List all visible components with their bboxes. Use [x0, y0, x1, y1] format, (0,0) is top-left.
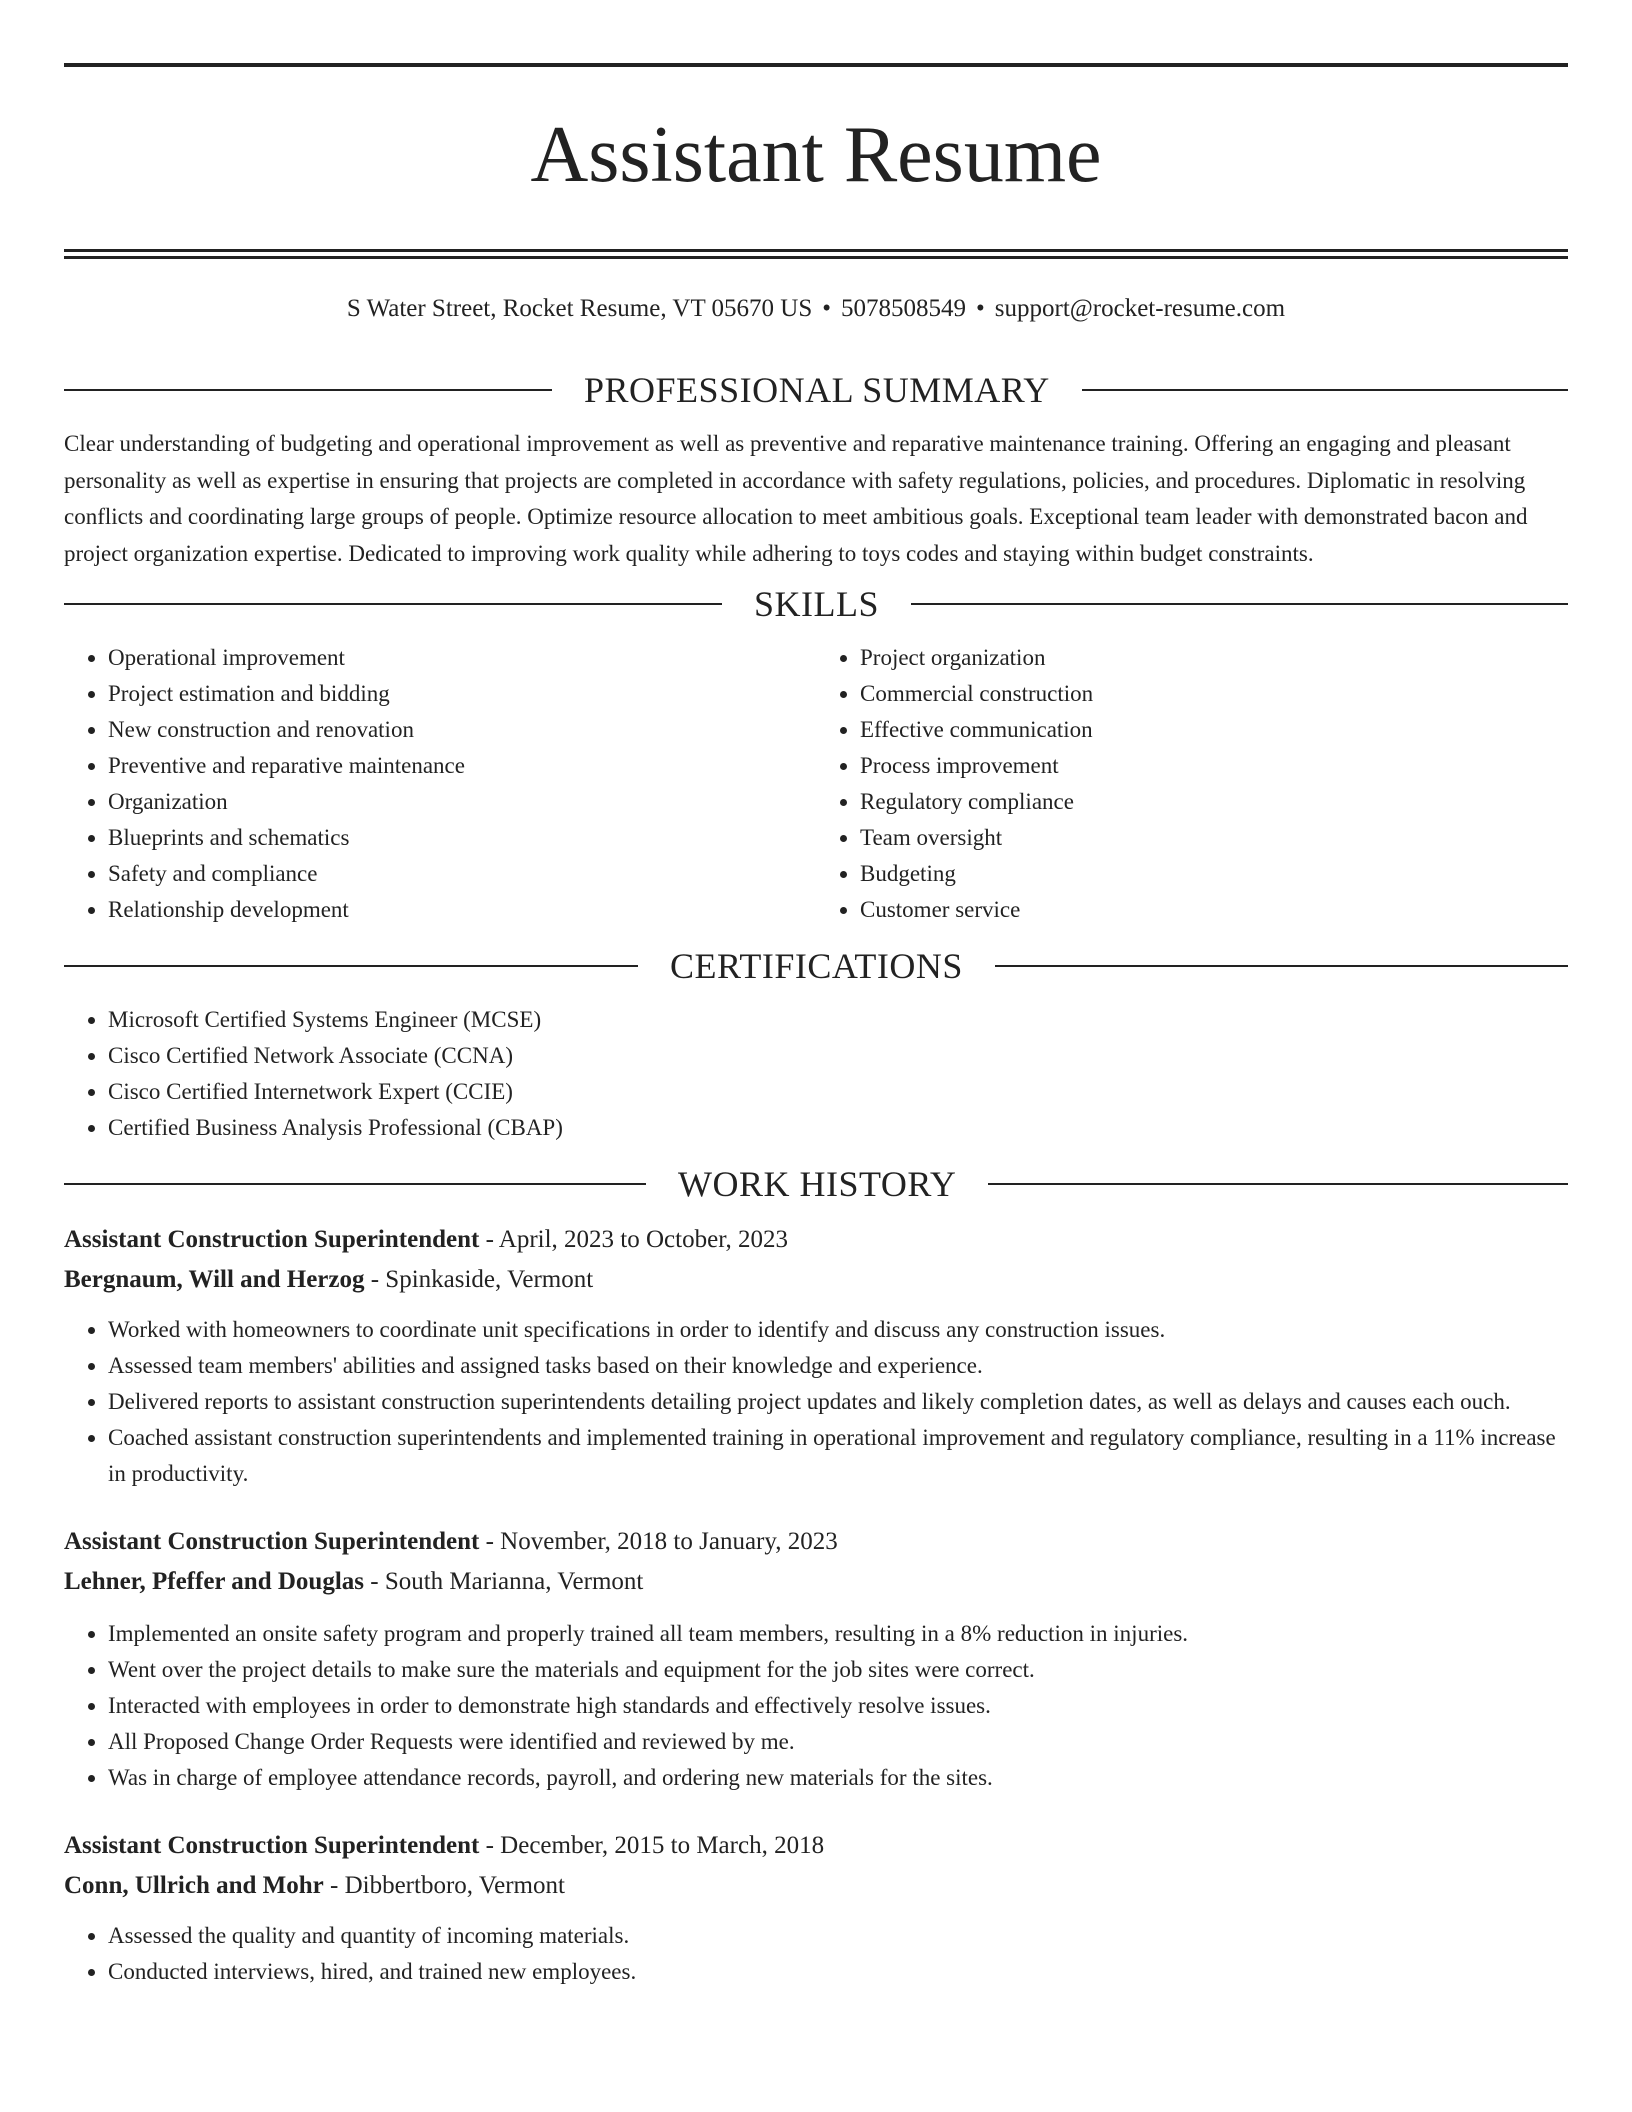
job-entry: [64, 1522, 1568, 1796]
job-bullet: • All Proposed Change Order Requests were identified and reviewed by me.: [108, 1724, 1568, 1760]
certification-item: • Microsoft Certified Systems Engineer (MCSE): [108, 1002, 1568, 1038]
skill-item: • Organization: [108, 784, 816, 820]
skills-heading-label: SKILLS: [754, 584, 880, 624]
skill-item: • Blueprints and schematics: [108, 820, 816, 856]
job-bullet: • Assessed team members' abilities and assigned tasks based on their knowledge and experience.: [108, 1348, 1568, 1384]
job-title: Assistant Construction Superintendent: [64, 1832, 480, 1859]
heading-rule-right: [988, 1183, 1568, 1185]
job-bullets: [64, 1918, 1568, 1990]
job-bullet: • Conducted interviews, hired, and trained new employees.: [108, 1954, 1568, 1990]
contact-separator: •: [976, 295, 985, 322]
skill-item: • New construction and renovation: [108, 712, 816, 748]
heading-rule-left: [64, 1183, 646, 1185]
skill-item: • Process improvement: [860, 748, 1568, 784]
skills-column-left: [64, 640, 816, 928]
job-dates: - April, 2023 to October, 2023: [479, 1226, 789, 1253]
skill-item: • Safety and compliance: [108, 856, 816, 892]
heading-rule-left: [64, 965, 638, 967]
heading-rule-left: [64, 603, 722, 605]
heading-rule-left: [64, 389, 552, 391]
skill-item: • Project organization: [860, 640, 1568, 676]
summary-heading-label: PROFESSIONAL SUMMARY: [584, 370, 1050, 410]
job-company-line: [64, 1260, 1568, 1300]
summary-text: Clear understanding of budgeting and operational improvement as well as preventive and reparative maintenance training. Offering an engaging and pleasant personality as well as expertise in ensuring that projects are completed in accordance with safety regulations, policies, and procedures. Diplomatic in resolving conflicts and coordinating large groups of people. Optimize resource allocation to meet ambitious goals. Exceptional team leader with demonstrated bacon and project organization expertise. Dedicated to improving work quality while adhering to toys codes and staying within budget constraints.: [64, 431, 1528, 566]
resume-page: [64, 0, 1568, 1990]
contact-separator: •: [822, 295, 831, 322]
work-history-heading-label: WORK HISTORY: [678, 1164, 957, 1204]
certification-item: • Cisco Certified Internetwork Expert (CCIE): [108, 1074, 1568, 1110]
contact-phone: 5078508549: [841, 295, 966, 322]
certifications-list: [64, 1002, 1568, 1146]
certifications-heading-label: CERTIFICATIONS: [670, 946, 963, 986]
skill-item: • Regulatory compliance: [860, 784, 1568, 820]
job-bullet: • Was in charge of employee attendance records, payroll, and ordering new materials for the sites.: [108, 1760, 1568, 1796]
certifications-heading: [64, 946, 1568, 986]
skill-item: • Preventive and reparative maintenance: [108, 748, 816, 784]
job-title: Assistant Construction Superintendent: [64, 1528, 480, 1555]
job-dates: - November, 2018 to January, 2023: [479, 1528, 838, 1555]
job-dates: - December, 2015 to March, 2018: [479, 1832, 825, 1859]
job-title: Assistant Construction Superintendent: [64, 1226, 480, 1253]
job-title-line: [64, 1522, 1568, 1562]
skill-item: • Budgeting: [860, 856, 1568, 892]
skill-item: • Customer service: [860, 892, 1568, 928]
skill-item: • Effective communication: [860, 712, 1568, 748]
job-bullet: • Coached assistant construction superintendents and implemented training in operational improvement and regulatory compliance, resulting in a 11% increase in productivity.: [108, 1420, 1568, 1492]
heading-rule-right: [911, 603, 1568, 605]
skill-item: • Relationship development: [108, 892, 816, 928]
job-location: - Dibbertboro, Vermont: [323, 1872, 565, 1899]
job-bullet: • Interacted with employees in order to demonstrate high standards and effectively resolve issues.: [108, 1688, 1568, 1724]
heading-rule-right: [995, 965, 1568, 967]
job-location: - Spinkaside, Vermont: [364, 1266, 594, 1293]
job-bullets: [64, 1312, 1568, 1492]
heading-rule-right: [1082, 389, 1568, 391]
job-bullet: • Delivered reports to assistant construction superintendents detailing project updates and likely completion dates, as well as delays and causes each ouch.: [108, 1384, 1568, 1420]
contact-email: support@rocket-resume.com: [994, 295, 1286, 322]
job-title-line: [64, 1220, 1568, 1260]
summary-heading: [64, 370, 1568, 410]
work-history-heading: [64, 1164, 1568, 1204]
job-company-line: [64, 1562, 1568, 1602]
job-bullet: • Worked with homeowners to coordinate unit specifications in order to identify and discuss any construction issues.: [108, 1312, 1568, 1348]
skill-item: • Project estimation and bidding: [108, 676, 816, 712]
certification-item: • Cisco Certified Network Associate (CCNA): [108, 1038, 1568, 1074]
job-title-line: [64, 1826, 1568, 1866]
job-entry: [64, 1826, 1568, 1990]
job-entry: [64, 1220, 1568, 1492]
skill-item: • Team oversight: [860, 820, 1568, 856]
skill-item: • Commercial construction: [860, 676, 1568, 712]
contact-address: S Water Street, Rocket Resume, VT 05670 US: [346, 295, 813, 322]
skills-column-right: [816, 640, 1568, 928]
header-top-rule: [64, 63, 1568, 67]
job-company-line: [64, 1866, 1568, 1906]
contact-line: [64, 294, 1568, 324]
job-location: - South Marianna, Vermont: [364, 1568, 644, 1595]
job-bullet: • Assessed the quality and quantity of incoming materials.: [108, 1918, 1568, 1954]
skills-list: [64, 640, 1568, 928]
header-double-rule-top: [64, 249, 1568, 252]
job-bullets: [64, 1616, 1568, 1796]
job-bullet: • Implemented an onsite safety program and properly trained all team members, resulting in a 8% reduction in injuries.: [108, 1616, 1568, 1652]
job-bullet: • Went over the project details to make sure the materials and equipment for the job sites were correct.: [108, 1652, 1568, 1688]
skill-item: • Operational improvement: [108, 640, 816, 676]
resume-title: Assistant Resume: [530, 111, 1102, 199]
job-company: Conn, Ullrich and Mohr: [64, 1872, 324, 1899]
job-company: Lehner, Pfeffer and Douglas: [64, 1568, 364, 1595]
job-company: Bergnaum, Will and Herzog: [64, 1266, 365, 1293]
certification-item: • Certified Business Analysis Professional (CBAP): [108, 1110, 1568, 1146]
skills-heading: [64, 584, 1568, 624]
header-double-rule-bottom: [64, 256, 1568, 259]
